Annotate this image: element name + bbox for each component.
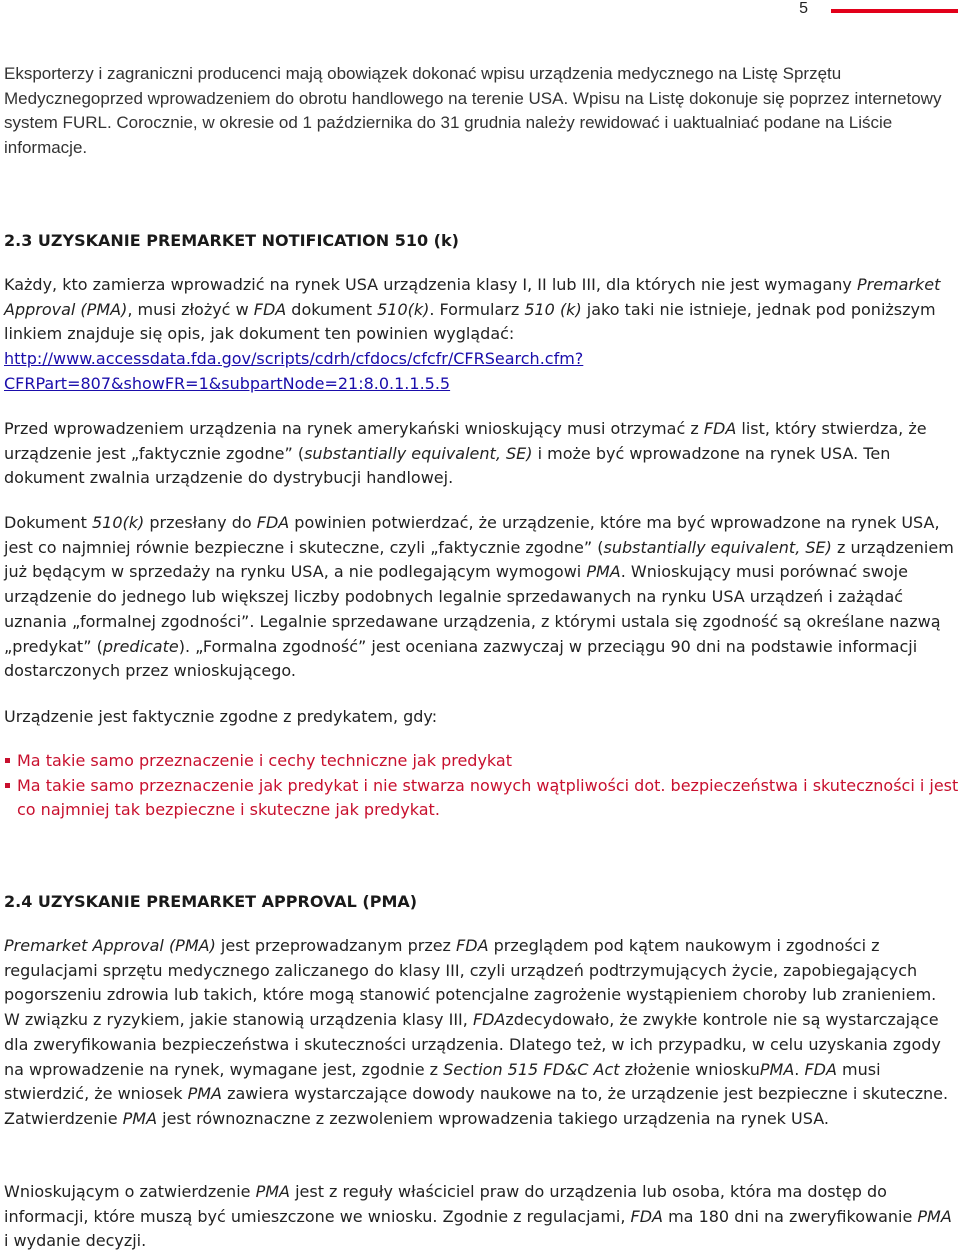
paragraph-equivalence-conditions: Urządzenie jest faktycznie zgodne z predykatem, gdy: xyxy=(4,707,438,726)
section-heading-2-4: 2.4 UZYSKANIE PREMARKET APPROVAL (PMA) xyxy=(4,892,418,911)
section-heading-2-3: 2.3 UZYSKANIE PREMARKET NOTIFICATION 510 (k) xyxy=(4,231,459,250)
paragraph-pma-applicant: Wnioskującym o zatwierdzenie PMA jest z reguły właściciel praw do urządzenia lub osoba, która ma dostęp do informacji, które muszą być umieszczone we wniosku. Zgodnie z regulacjami, FDA ma 180 dni na zweryfikowanie PMA i wydanie decyzji. xyxy=(4,1182,952,1251)
header-accent-bar xyxy=(831,9,958,13)
list-item: Ma takie samo przeznaczenie jak predykat i nie stwarza nowych wątpliwości dot. bezpieczeństwa i skuteczności i jest co najmniej tak bezpieczne i skuteczne jak predykat. xyxy=(4,774,959,823)
paragraph-510k-document: Dokument 510(k) przesłany do FDA powinien potwierdzać, że urządzenie, które ma być wprowadzone na rynek USA, jest co najmniej równie bezpieczne i skuteczne, czyli „faktycznie zgodne” (substantially equivalent, SE) z urządzeniem już będącym w sprzedaży na rynku USA, a nie podlegającym wymogowi PMA. Wnioskujący musi porównać swoje urządzenie do jednego lub większej liczby podobnych legalnie sprzedawanych na rynku USA urządzeń i zażądać uznania „formalnej zgodności”. Legalnie sprzedawane urządzenia, z którymi ustala się zgodność są określane nazwą „predykat” (predicate). „Formalna zgodność” jest oceniana zazwyczaj w przeciągu 90 dni na podstawie informacji dostarczonych przez wnioskującego. xyxy=(4,513,954,681)
paragraph-510k-intro: Każdy, kto zamierza wprowadzić na rynek USA urządzenia klasy I, II lub III, dla których nie jest wymagany Premarket Approval (PMA), musi złożyć w FDA dokument 510(k). Formularz 510 (k) jako taki nie istnieje, jednak pod poniższym linkiem znajduje się opis, jak dokument ten powinien wyglądać: http://www.accessdata.fda.gov/scripts/cdrh/cfdocs/cfcfr/CFRSearch.cfm?CFRPart=807&showFR=1&subpartNode=21:8.0.1.1.5.5 xyxy=(4,275,941,393)
paragraph-fda-letter: Przed wprowadzeniem urządzenia na rynek amerykański wnioskujący musi otrzymać z FDA list, który stwierdza, że urządzenie jest „faktycznie zgodne” (substantially equivalent, SE) i może być wprowadzone na rynek USA. Ten dokument zwalnia urządzenie do dystrybucji handlowej. xyxy=(4,419,927,488)
list-item: Ma takie samo przeznaczenie i cechy techniczne jak predykat xyxy=(4,749,959,774)
equivalence-criteria-list xyxy=(4,749,959,823)
paragraph-pma-description: Premarket Approval (PMA) jest przeprowadzanym przez FDA przeglądem pod kątem naukowym i zgodności z regulacjami sprzętu medycznego zaliczanego do klasy III, czyli urządzeń podtrzymujących życie, zapobiegających pogorszeniu zdrowia lub takich, które mogą stanowić potencjalne zagrożenie wystąpieniem choroby lub zranieniem. W związku z ryzykiem, jakie stanowią urządzenia klasy III, FDAzdecydowało, że zwykłe kontrole nie są wystarczające dla zweryfikowania bezpieczeństwa i skuteczności urządzenia. Dlatego też, w ich przypadku, w celu uzyskania zgody na wprowadzenie na rynek, wymagane jest, zgodnie z Section 515 FD&C Act złożenie wnioskuPMA. FDA musi stwierdzić, że wniosek PMA zawiera wystarczające dowody naukowe na to, że urządzenie jest bezpieczne i skuteczne. Zatwierdzenie PMA jest równoznaczne z zezwoleniem wprowadzenia takiego urządzenia na rynek USA. xyxy=(4,936,949,1128)
cfr-link[interactable]: http://www.accessdata.fda.gov/scripts/cdrh/cfdocs/cfcfr/CFRSearch.cfm?CFRPart=807&showFR=1&subpartNode=21:8.0.1.1.5.5 xyxy=(4,349,584,393)
page-number: 5 xyxy=(799,0,808,17)
intro-paragraph: Eksporterzy i zagraniczni producenci mają obowiązek dokonać wpisu urządzenia medycznego na Listę Sprzętu Medycznegoprzed wprowadzeniem do obrotu handlowego na terenie USA. Wpisu na Listę dokonuje się poprzez internetowy system FURL. Corocznie, w okresie od 1 października do 31 grudnia należy rewidować i uaktualniać podane na Liście informacje. xyxy=(4,64,942,158)
